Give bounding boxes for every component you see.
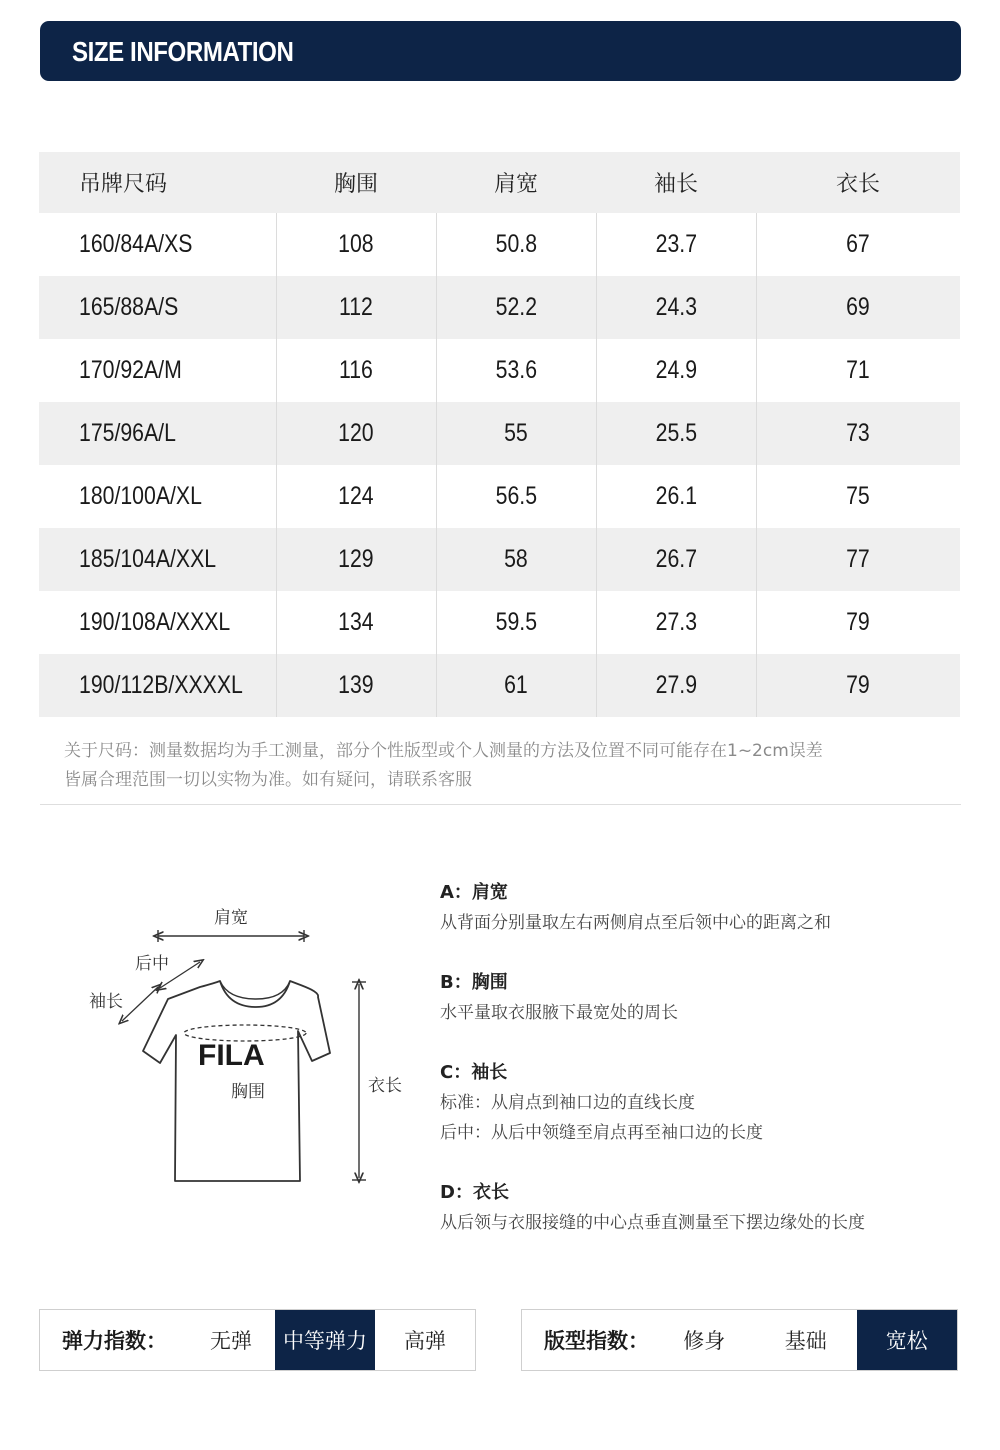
cell-chest xyxy=(276,276,436,339)
elasticity-label: 弹力指数： xyxy=(62,1329,167,1353)
cell-sleeve-value: 24.9 xyxy=(655,356,697,384)
cell-tag-size-value: 180/100A/XL xyxy=(79,482,202,510)
cell-shoulder xyxy=(436,339,596,402)
header-shoulder: 肩宽 xyxy=(436,152,596,213)
tshirt-illustration xyxy=(80,895,420,1195)
definition-text: 从背面分别量取左右两侧肩点至后领中心的距离之和 xyxy=(440,913,831,933)
cell-sleeve xyxy=(596,654,756,717)
cell-length xyxy=(756,465,960,528)
definition-text: 后中：从后中领缝至肩点再至袖口边的长度 xyxy=(440,1123,763,1143)
measurement-definitions xyxy=(440,878,980,1268)
cell-length xyxy=(756,591,960,654)
label-shoulder: 肩宽 xyxy=(214,908,248,928)
cell-tag-size xyxy=(39,465,276,528)
cell-sleeve xyxy=(596,402,756,465)
cell-shoulder-value: 53.6 xyxy=(495,356,537,384)
table-header-row xyxy=(39,152,960,213)
fila-logo: FILA xyxy=(198,1039,265,1072)
table-row xyxy=(39,465,960,528)
cell-shoulder-value: 56.5 xyxy=(495,482,537,510)
cell-chest-value: 120 xyxy=(338,419,374,447)
cell-shoulder xyxy=(436,213,596,276)
table-row xyxy=(39,213,960,276)
cell-sleeve xyxy=(596,465,756,528)
cell-sleeve xyxy=(596,276,756,339)
size-table xyxy=(39,152,960,717)
cell-length xyxy=(756,339,960,402)
definition-title: D：衣长 xyxy=(440,1182,509,1203)
cell-chest-value: 112 xyxy=(339,293,373,321)
cell-chest xyxy=(276,465,436,528)
table-body xyxy=(39,213,960,717)
cell-tag-size-value: 160/84A/XS xyxy=(79,230,193,258)
label-sleeve: 袖长 xyxy=(89,992,123,1012)
cell-chest xyxy=(276,339,436,402)
fit-option: 修身 xyxy=(683,1329,726,1353)
definition-title: A：肩宽 xyxy=(440,882,508,903)
cell-sleeve xyxy=(596,528,756,591)
definition-text: 标准：从肩点到袖口边的直线长度 xyxy=(440,1093,695,1113)
cell-chest-value: 108 xyxy=(338,230,374,258)
cell-chest-value: 134 xyxy=(338,608,374,636)
cell-shoulder xyxy=(436,591,596,654)
cell-length-value: 77 xyxy=(846,545,871,573)
cell-tag-size xyxy=(39,276,276,339)
cell-length xyxy=(756,213,960,276)
elasticity-option: 中等弹力 xyxy=(275,1310,375,1370)
cell-tag-size xyxy=(39,591,276,654)
cell-tag-size-value: 190/112B/XXXXL xyxy=(79,671,243,699)
fit-option: 基础 xyxy=(784,1329,827,1353)
cell-shoulder-value: 61 xyxy=(504,671,528,699)
elasticity-option: 无弹 xyxy=(210,1329,252,1353)
cell-sleeve-value: 27.9 xyxy=(655,671,697,699)
definition-title: B：胸围 xyxy=(440,972,508,993)
cell-shoulder-value: 58 xyxy=(504,545,528,573)
label-back-center: 后中 xyxy=(135,954,169,974)
cell-tag-size xyxy=(39,402,276,465)
table-row xyxy=(39,528,960,591)
cell-tag-size xyxy=(39,654,276,717)
cell-length xyxy=(756,276,960,339)
header-chest: 胸围 xyxy=(276,152,436,213)
size-info-banner xyxy=(40,21,961,81)
sleeve-measure-line xyxy=(122,987,158,1021)
definition-text: 从后领与衣服接缝的中心点垂直测量至下摆边缘处的长度 xyxy=(440,1213,865,1233)
cell-length xyxy=(756,654,960,717)
cell-shoulder-value: 59.5 xyxy=(495,608,537,636)
cell-length-value: 79 xyxy=(846,608,871,636)
cell-sleeve xyxy=(596,339,756,402)
cell-sleeve xyxy=(596,591,756,654)
cell-tag-size-value: 190/108A/XXXL xyxy=(79,608,231,636)
cell-shoulder-value: 52.2 xyxy=(495,293,537,321)
cell-tag-size-value: 185/104A/XXL xyxy=(79,545,217,573)
cell-tag-size-value: 175/96A/L xyxy=(79,419,176,447)
cell-shoulder xyxy=(436,276,596,339)
cell-shoulder xyxy=(436,528,596,591)
tshirt-diagram xyxy=(80,895,420,1195)
definition-block xyxy=(440,1178,980,1238)
cell-shoulder-value: 55 xyxy=(504,419,528,447)
definition-block xyxy=(440,968,980,1028)
cell-tag-size xyxy=(39,528,276,591)
fit-index xyxy=(521,1309,958,1371)
cell-sleeve-value: 26.7 xyxy=(655,545,697,573)
cell-length-value: 69 xyxy=(846,293,871,321)
cell-tag-size-value: 170/92A/M xyxy=(79,356,182,384)
cell-tag-size-value: 165/88A/S xyxy=(79,293,179,321)
cell-chest xyxy=(276,402,436,465)
header-tag-size: 吊牌尺码 xyxy=(39,152,276,213)
banner-title: SIZE INFORMATION xyxy=(72,36,294,67)
cell-shoulder xyxy=(436,654,596,717)
cell-tag-size xyxy=(39,339,276,402)
cell-length-value: 75 xyxy=(846,482,871,510)
cell-chest xyxy=(276,213,436,276)
definition-title: C：袖长 xyxy=(440,1062,508,1083)
cell-length xyxy=(756,402,960,465)
cell-length-value: 67 xyxy=(846,230,871,258)
cell-chest-value: 124 xyxy=(338,482,374,510)
cell-shoulder xyxy=(436,402,596,465)
cell-chest xyxy=(276,528,436,591)
table-row xyxy=(39,402,960,465)
table-row xyxy=(39,339,960,402)
elasticity-option: 高弹 xyxy=(404,1329,446,1353)
cell-sleeve-value: 26.1 xyxy=(655,482,697,510)
label-length: 衣长 xyxy=(368,1076,402,1096)
cell-chest xyxy=(276,654,436,717)
header-sleeve: 袖长 xyxy=(596,152,756,213)
cell-sleeve-value: 24.3 xyxy=(655,293,697,321)
fit-option: 宽松 xyxy=(857,1310,958,1370)
cell-chest xyxy=(276,591,436,654)
table-row xyxy=(39,591,960,654)
cell-sleeve-value: 23.7 xyxy=(655,230,697,258)
definition-text: 水平量取衣服腋下最宽处的周长 xyxy=(440,1003,678,1023)
cell-length-value: 71 xyxy=(846,356,871,384)
divider xyxy=(40,804,961,805)
cell-tag-size xyxy=(39,213,276,276)
cell-sleeve-value: 25.5 xyxy=(655,419,697,447)
cell-sleeve xyxy=(596,213,756,276)
cell-shoulder-value: 50.8 xyxy=(495,230,537,258)
definition-block xyxy=(440,878,980,938)
cell-sleeve-value: 27.3 xyxy=(655,608,697,636)
definition-block xyxy=(440,1058,980,1148)
cell-length-value: 79 xyxy=(846,671,871,699)
cell-length-value: 73 xyxy=(846,419,871,447)
cell-shoulder xyxy=(436,465,596,528)
label-chest: 胸围 xyxy=(231,1082,265,1102)
fit-label: 版型指数： xyxy=(544,1329,649,1353)
measurement-note xyxy=(64,737,964,795)
cell-chest-value: 139 xyxy=(338,671,374,699)
table-row xyxy=(39,654,960,717)
table-row xyxy=(39,276,960,339)
note-line-1: 关于尺码：测量数据均为手工测量，部分个性版型或个人测量的方法及位置不同可能存在1~2cm误差 xyxy=(64,741,823,761)
elasticity-index xyxy=(39,1309,476,1371)
note-line-2: 皆属合理范围一切以实物为准。如有疑问，请联系客服 xyxy=(64,770,472,790)
cell-chest-value: 116 xyxy=(339,356,373,384)
header-length: 衣长 xyxy=(756,152,960,213)
cell-length xyxy=(756,528,960,591)
cell-chest-value: 129 xyxy=(338,545,374,573)
